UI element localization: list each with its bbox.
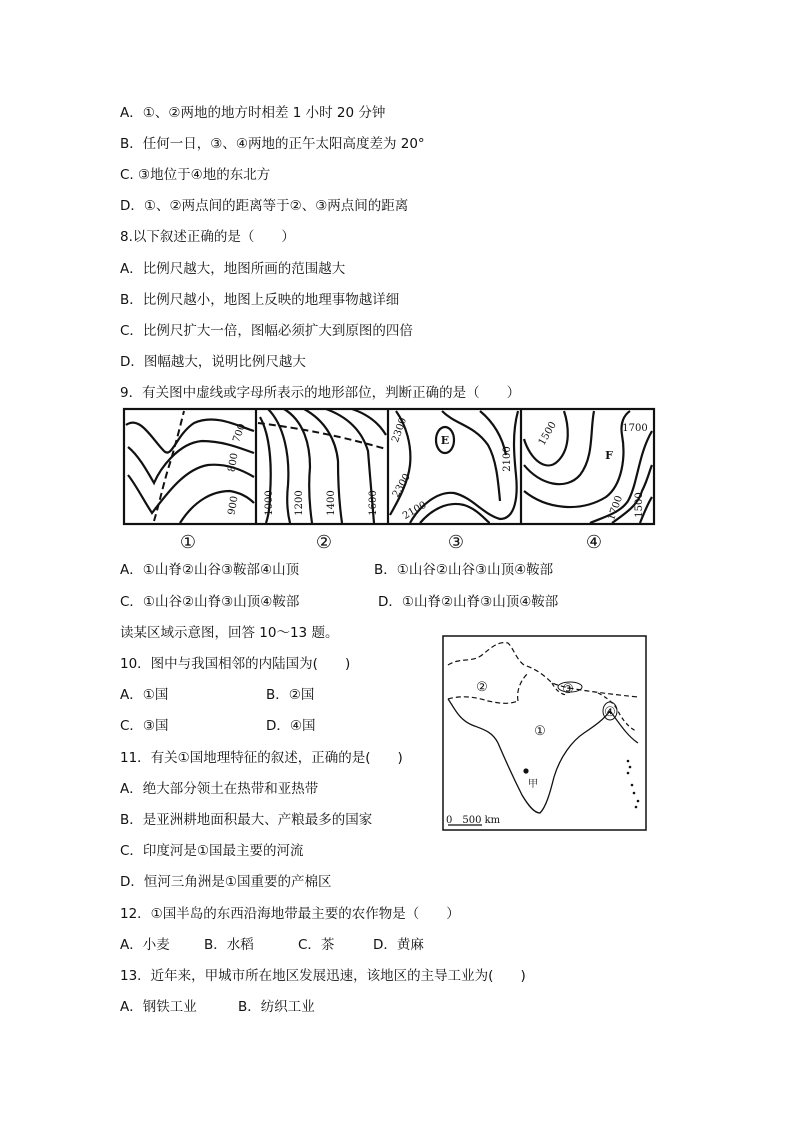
point-e-label: E: [440, 434, 450, 447]
q11-option-c: C．印度河是①国最主要的河流: [120, 843, 304, 859]
q11-option-a: A．绝大部分领土在热带和亚热带: [120, 781, 319, 797]
map-label-country-3: ③: [562, 682, 574, 697]
q11-stem: 11．有关①国地理特征的叙述，正确的是( ): [120, 750, 403, 766]
map-label-country-4: ④: [604, 705, 616, 720]
point-f-label: F: [605, 449, 613, 462]
q9-option-d: D．①山脊②山脊③山顶④鞍部: [378, 594, 559, 610]
q10-option-d: D．④国: [266, 718, 316, 734]
q11-option-d: D．恒河三角洲是①国重要的产棉区: [120, 874, 332, 890]
q12-option-a: A．小麦: [120, 937, 170, 953]
contour-label: 1000: [264, 490, 275, 516]
map-city-label: 甲: [528, 779, 538, 790]
q10-option-b: B．②国: [266, 687, 315, 703]
map-scale-label: 0 500 km: [446, 815, 501, 826]
q8-option-d: D．图幅越大，说明比例尺越大: [120, 354, 306, 370]
contour-label: 1500: [536, 419, 559, 448]
contour-label: 1500: [634, 492, 645, 518]
contour-label: 1700: [622, 423, 648, 434]
q7-option-a: A．①、②两地的地方时相差 1 小时 20 分钟: [120, 105, 386, 121]
q10-stem: 10．图中与我国相邻的内陆国为( ): [120, 656, 351, 672]
q13-option-a: A．钢铁工业: [120, 999, 197, 1015]
q7-option-c: C. ③地位于④地的东北方: [120, 167, 271, 183]
panel-1-label: ①: [179, 532, 197, 553]
q9-option-a: A．①山脊②山谷③鞍部④山顶: [120, 562, 300, 578]
contour-label: 2300: [390, 416, 410, 444]
q13-stem: 13．近年来，甲城市所在地区发展迅速，该地区的主导工业为( ): [120, 968, 526, 984]
q9-option-c: C．①山谷②山脊③山顶④鞍部: [120, 594, 300, 610]
q11-option-b: B．是亚洲耕地面积最大、产粮最多的国家: [120, 812, 373, 828]
q9-stem: 9．有关图中虚线或字母所表示的地形部位，判断正确的是（ ）: [120, 385, 521, 401]
q9-option-b: B．①山谷②山谷③山顶④鞍部: [374, 562, 554, 578]
panel-3-contours: [390, 411, 518, 523]
contour-label: 1700: [606, 494, 626, 522]
panel-2-label: ②: [315, 532, 333, 553]
contour-label: 1600: [368, 490, 379, 516]
panel-3-label: ③: [447, 532, 465, 553]
q12-stem: 12．①国半岛的东西沿海地带最主要的农作物是（ ）: [120, 906, 460, 922]
map-label-country-2: ②: [476, 680, 488, 695]
q7-option-b: B．任何一日，③、④两地的正午太阳高度差为 20°: [120, 136, 425, 152]
panel-1-dashed-line: [154, 411, 184, 521]
contour-label: 2100: [502, 446, 513, 472]
q12-option-b: B．水稻: [204, 937, 254, 953]
contour-label: 2100: [400, 499, 429, 522]
contour-label: 1400: [326, 490, 337, 516]
panel-4-label: ④: [585, 532, 603, 553]
contour-label: 700: [231, 422, 249, 444]
q12-option-c: C．茶: [298, 937, 335, 953]
contour-label: 800: [226, 452, 241, 473]
q10-option-c: C．③国: [120, 718, 169, 734]
q8-option-c: C．比例尺扩大一倍，图幅必须扩大到原图的四倍: [120, 323, 413, 339]
city-dot: [523, 768, 528, 773]
contour-label: 1200: [294, 490, 305, 516]
contour-label: 2300: [390, 471, 413, 500]
q13-option-b: B．纺织工业: [238, 999, 315, 1015]
q8-stem: 8.以下叙述正确的是（ ）: [120, 229, 295, 245]
q10-option-a: A．①国: [120, 687, 169, 703]
contour-figure: [120, 405, 658, 553]
q8-option-b: B．比例尺越小，地图上反映的地理事物越详细: [120, 292, 400, 308]
q12-option-d: D．黄麻: [373, 937, 424, 953]
map-label-country-1: ①: [534, 724, 546, 739]
region-map: [442, 635, 647, 831]
q8-option-a: A．比例尺越大，地图所画的范围越大: [120, 261, 346, 277]
section-intro: 读某区域示意图，回答 10～13 题。: [120, 625, 339, 641]
q7-option-d: D．①、②两点间的距离等于②、③两点间的距离: [120, 198, 409, 214]
contour-label: 900: [226, 495, 241, 516]
